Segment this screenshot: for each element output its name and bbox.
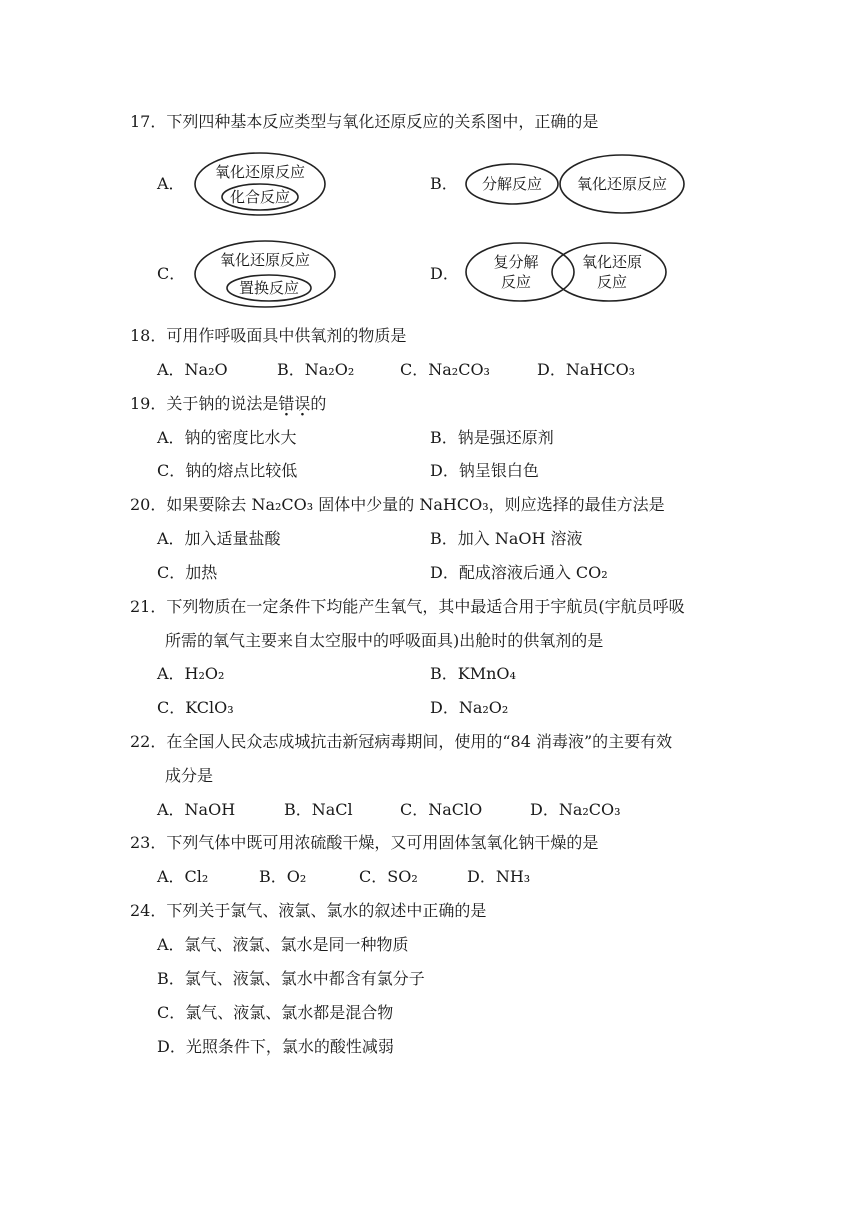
q23-option-a: A．Cl₂	[157, 867, 209, 886]
q19-option-a: A．钠的密度比水大	[157, 428, 297, 447]
q23-option-b: B．O₂	[259, 867, 307, 886]
q17-d-left-label-line2: 反应	[500, 273, 532, 291]
q18-option-a: A．Na₂O	[157, 360, 228, 379]
q22-option-c: C．NaClO	[400, 800, 483, 819]
q17-d-right-label-line1: 氧化还原	[581, 253, 643, 271]
q17-b-left-label: 分解反应	[481, 175, 543, 193]
q17-d-right-label-line2: 反应	[596, 273, 628, 291]
q20-option-b: B．加入 NaOH 溶液	[430, 529, 583, 548]
q24-option-a: A．氯气、液氯、氯水是同一种物质	[157, 935, 409, 954]
q19-emphasis-char-2: 误	[294, 394, 311, 413]
q19-stem-suffix: 的	[310, 394, 327, 413]
q17-c-outer-label: 氧化还原反应	[219, 251, 311, 269]
q19-emphasis-char-1: 错	[278, 394, 295, 413]
q17-diagram-a	[192, 150, 328, 218]
q18-option-b: B．Na₂O₂	[277, 360, 355, 379]
question-20-stem: 20．如果要除去 Na₂CO₃ 固体中少量的 NaHCO₃，则应选择的最佳方法是	[130, 495, 665, 514]
q19-stem-prefix: 19．关于钠的说法是	[130, 394, 279, 413]
q18-option-d: D．NaHCO₃	[537, 360, 636, 379]
question-24-stem: 24．下列关于氯气、液氯、氯水的叙述中正确的是	[130, 901, 487, 920]
q17-d-left-label-line1: 复分解	[493, 253, 539, 271]
q23-option-c: C．SO₂	[359, 867, 418, 886]
question-21-stem-line2: 所需的氧气主要来自太空服中的呼吸面具)出舱时的供氧剂的是	[165, 631, 604, 650]
q19-option-c: C．钠的熔点比较低	[157, 461, 298, 480]
q21-option-c: C．KClO₃	[157, 698, 234, 717]
left-ellipse	[466, 243, 574, 301]
q21-option-a: A．H₂O₂	[157, 664, 225, 683]
q22-option-d: D．Na₂CO₃	[530, 800, 621, 819]
q19-option-b: B．钠是强还原剂	[430, 428, 554, 447]
q21-option-d: D．Na₂O₂	[430, 698, 509, 717]
question-23-stem: 23．下列气体中既可用浓硫酸干燥，又可用固体氢氧化钠干燥的是	[130, 833, 599, 852]
q20-option-c: C．加热	[157, 563, 218, 582]
q23-option-d: D．NH₃	[467, 867, 531, 886]
q20-option-a: A．加入适量盐酸	[157, 529, 281, 548]
q17-diagram-b	[462, 152, 687, 216]
q17-diagram-c	[192, 238, 338, 310]
question-19-stem	[130, 393, 326, 415]
q22-option-b: B．NaCl	[284, 800, 353, 819]
q17-c-inner-label: 置换反应	[238, 279, 300, 297]
question-22-stem-line2: 成分是	[165, 766, 214, 785]
q17-a-inner-label: 化合反应	[229, 188, 291, 206]
q18-option-c: C．Na₂CO₃	[400, 360, 490, 379]
q24-option-b: B．氯气、液氯、氯水中都含有氯分子	[157, 969, 425, 988]
q17-b-right-label: 氧化还原反应	[576, 175, 668, 193]
q24-option-c: C．氯气、液氯、氯水都是混合物	[157, 1003, 394, 1022]
q19-option-d: D．钠呈银白色	[430, 461, 539, 480]
q24-option-d: D．光照条件下，氯水的酸性减弱	[157, 1037, 394, 1056]
q17-option-b-label: B．	[430, 174, 458, 193]
q17-diagram-d	[462, 240, 672, 304]
right-ellipse	[552, 243, 666, 301]
q22-option-a: A．NaOH	[157, 800, 236, 819]
q17-option-d-label: D．	[430, 264, 459, 283]
q21-option-b: B．KMnO₄	[430, 664, 516, 683]
question-18-stem: 18．可用作呼吸面具中供氧剂的物质是	[130, 326, 407, 345]
question-17-stem: 17．下列四种基本反应类型与氧化还原反应的关系图中，正确的是	[130, 112, 599, 131]
q20-option-d: D．配成溶液后通入 CO₂	[430, 563, 608, 582]
question-22-stem-line1: 22．在全国人民众志成城抗击新冠病毒期间，使用的“84 消毒液”的主要有效	[130, 732, 673, 751]
question-21-stem-line1: 21．下列物质在一定条件下均能产生氧气，其中最适合用于宇航员(宇航员呼吸	[130, 597, 685, 616]
q17-option-c-label: C．	[157, 264, 186, 283]
q17-a-outer-label: 氧化还原反应	[214, 163, 306, 181]
q17-option-a-label: A．	[157, 174, 185, 193]
